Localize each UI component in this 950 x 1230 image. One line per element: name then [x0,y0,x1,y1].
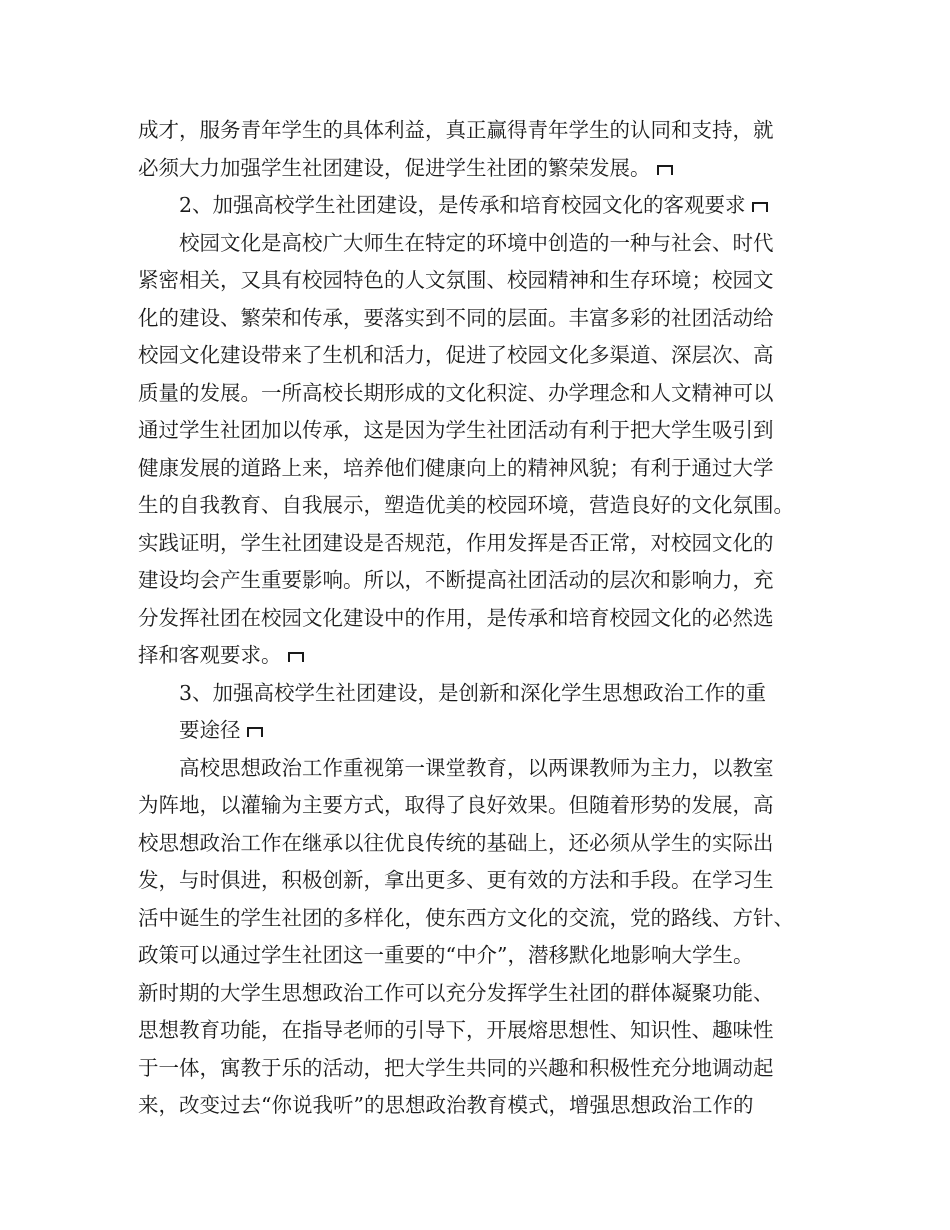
paragraph-mark-icon [286,652,306,662]
text-line-content: 要途径 [179,718,241,742]
text-line-content: 实践证明，学生社团建设是否规范，作用发挥是否正常，对校园文化的 [138,530,774,555]
document-body [138,112,818,1125]
text-line [138,412,818,450]
paragraph-mark-icon [245,727,265,737]
text-line [138,525,818,563]
text-line-content: 生的自我教育、自我展示，塑造优美的校园环境，营造良好的文化氛围。 [138,493,794,517]
text-line [138,1012,818,1050]
text-line [138,787,818,825]
text-line [138,712,818,750]
text-line-content: 建设均会产生重要影响。所以，不断提高社团活动的层次和影响力，充 [138,568,774,592]
text-line-content: 校思想政治工作在继承以往优良传统的基础上，还必须从学生的实际出 [138,830,774,855]
text-line-content: 活中诞生的学生社团的多样化，使东西方文化的交流，党的路线、方针、 [138,905,794,930]
text-line-content: 必须大力加强学生社团建设，促进学生社团的繁荣发展。 [138,155,651,180]
text-line [138,375,818,413]
text-line-content: 紧密相关，又具有校园特色的人文氛围、校园精神和生存环境；校园文 [138,268,774,292]
text-line [138,112,818,150]
text-line-content: 择和客观要求。 [138,643,282,667]
text-line-content: 为阵地，以灌输为主要方式，取得了良好效果。但随着形势的发展，高 [138,793,774,817]
text-line [138,562,818,600]
text-line [138,862,818,900]
text-line [138,262,818,300]
text-line [138,825,818,863]
text-line [138,975,818,1013]
text-line-content: 2、加强高校学生社团建设，是传承和培育校园文化的客观要求 [179,193,746,217]
text-line [138,1050,818,1088]
text-line-content: 思想教育功能，在指导老师的引导下，开展熔思想性、知识性、趣味性 [138,1018,774,1042]
text-line [138,487,818,525]
text-line-content: 政策可以通过学生社团这一重要的“中介”，潜移默化地影响大学生。 [138,943,754,967]
text-line-content: 健康发展的道路上来，培养他们健康向上的精神风貌；有利于通过大学 [138,455,774,480]
text-line [138,600,818,638]
text-line [138,187,818,225]
text-line [138,937,818,975]
text-line-content: 发，与时俱进，积极创新，拿出更多、更有效的方法和手段。在学习生 [138,868,774,892]
text-line-content: 通过学生社团加以传承，这是因为学生社团活动有利于把大学生吸引到 [138,418,774,442]
text-line [138,337,818,375]
paragraph-mark-icon [655,165,675,175]
text-line [138,300,818,338]
text-line [138,1087,818,1125]
text-line [138,150,818,188]
text-line-content: 于一体，寓教于乐的活动，把大学生共同的兴趣和积极性充分地调动起 [138,1055,774,1080]
text-line-content: 新时期的大学生思想政治工作可以充分发挥学生社团的群体凝聚功能、 [138,980,774,1005]
text-line-content: 高校思想政治工作重视第一课堂教育，以两课教师为主力，以教室 [179,755,774,780]
text-line-content: 成才，服务青年学生的具体利益，真正赢得青年学生的认同和支持，就 [138,118,774,142]
text-line [138,637,818,675]
text-line [138,750,818,788]
text-line-content: 校园文化建设带来了生机和活力，促进了校园文化多渠道、深层次、高 [138,343,774,367]
text-line [138,225,818,263]
text-line-content: 来，改变过去“你说我听”的思想政治教育模式，增强思想政治工作的 [138,1093,754,1117]
text-line-content: 校园文化是高校广大师生在特定的环境中创造的一种与社会、时代 [179,230,774,255]
text-line-content: 质量的发展。一所高校长期形成的文化积淀、办学理念和人文精神可以 [138,380,774,405]
text-line [138,675,818,713]
text-line-content: 3、加强高校学生社团建设，是创新和深化学生思想政治工作的重 [179,680,767,705]
text-line-content: 分发挥社团在校园文化建设中的作用，是传承和培育校园文化的必然选 [138,605,774,630]
text-line-content: 化的建设、繁荣和传承，要落实到不同的层面。丰富多彩的社团活动给 [138,305,774,330]
paragraph-mark-icon [750,202,770,212]
text-line [138,450,818,488]
text-line [138,900,818,938]
